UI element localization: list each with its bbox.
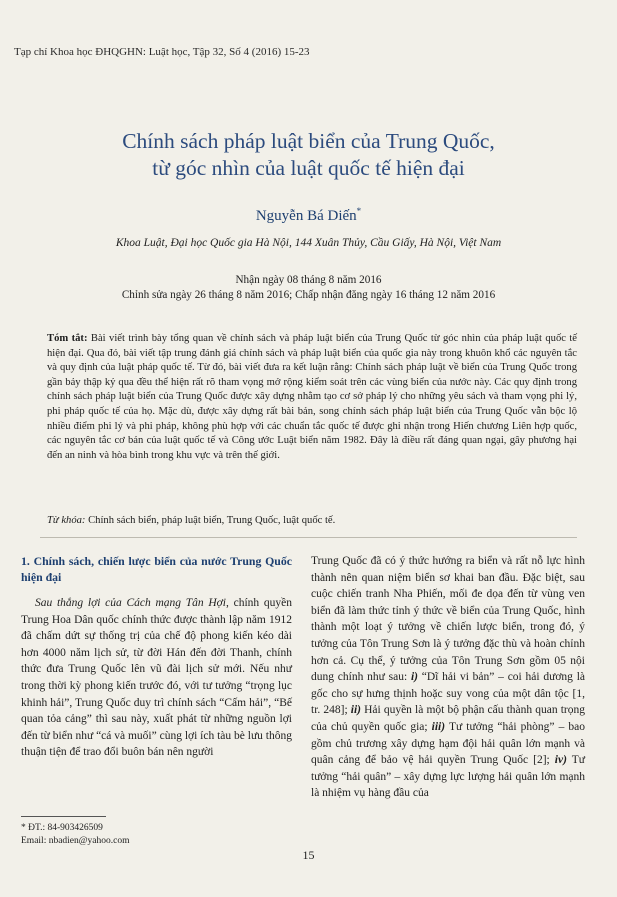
abstract-text: Bài viết trình bày tổng quan về chính sách và pháp luật biển của Trung Quốc từ góc nhìn của pháp luật quốc tế hiện đại. Qua đó, bài viết tập trung đánh giá chính sách và pháp luật biển của quốc gia này trong khuôn khổ các nguyên tắc và quy định của luật pháp quốc tế. Từ đó, bài viết đưa ra kết luận rằng: Chính sách pháp luật về biển của Trung Quốc trong gần bảy thập kỷ qua đều thể hiện rất rõ tham vọng mở rộng kiểm soát trên các vùng biển của nước này. Các quy định trong chính sách pháp luật biển của Trung Quốc được xây dựng nhằm tạo cơ sở pháp lý cho những yêu sách và tham vọng phi lý, phi pháp quốc tế của họ. Mặc dù, được xây dựng rất bài bản, song chính sách pháp luật biển của Trung Quốc vẫn bộc lộ nhiều điểm phi lý và phi pháp, không phù hợp với các chuẩn tắc quốc tế được ghi nhận trong Hiến chương Liên hợp quốc, các nguyên tắc cơ bản của luật quốc tế và Công ước Luật biển năm 1982. Đây là điều rất đáng quan ngại, gây phương hại đến an ninh và hòa bình trong khu vực và trên thế giới. bbox=[47, 333, 577, 461]
item-i-mark: i) bbox=[410, 671, 418, 684]
abstract bbox=[47, 332, 577, 463]
author-text: Nguyễn Bá Diến bbox=[255, 208, 357, 224]
keywords bbox=[47, 514, 577, 528]
item-ii-text: Hải quyền là một bộ phận cấu thành quan trọng của chủ quyền quốc gia; bbox=[311, 704, 585, 733]
section-heading: 1. Chính sách, chiến lược biển của nước Trung Quốc hiện đại bbox=[21, 554, 292, 584]
item-iii-text: Tư tưởng “hải phòng” – bao gồm chủ trương xây dựng hạm đội hải quân lớn mạnh và quân cảng để bảo vệ hải quyền Trung Quốc [2]; bbox=[311, 720, 586, 767]
item-iv-text: Tư tưởng “hải quân” – xây dựng lực lượng hải quân lớn mạnh là nhiệm vụ hàng đầu của bbox=[311, 754, 585, 800]
item-iii-mark: iii) bbox=[431, 720, 446, 733]
abstract-label: Tóm tắt: bbox=[47, 333, 88, 344]
footnote bbox=[21, 822, 129, 848]
received-date: Nhận ngày 08 tháng 8 năm 2016 bbox=[235, 274, 382, 286]
item-ii-mark: ii) bbox=[350, 704, 361, 717]
item-i-text: “Dĩ hải vi bản” – coi hải dương là gốc cho sự hưng thịnh hoặc suy vong của một dân tộc [1, tr. 248]; bbox=[311, 671, 585, 717]
item-iv-mark: iv) bbox=[554, 754, 567, 767]
left-paragraph-text: , chính quyền Trung Hoa Dân quốc chính thức được thành lập năm 1912 đã chấm dứt sự thống trị của chế độ phong kiến kéo dài hơn 4000 năm lịch sử, từ đời Hán đến đời Thanh, chính thức đưa Trung Quốc lên vũ đài lịch sử mới. Nếu như trong thời kỳ phong kiến trước đó, với tư tưởng “trọng lục khinh hải”, Trung Quốc duy trì chính sách “Cấm hải”, “Bế quan tỏa cảng” thì sau này, xuất phát từ những nguồn lợi đến từ biển như “cá và muối” cùng lợi ích tàu bè lưu thông thuận tiện để trao đổi buôn bán nên người bbox=[21, 597, 293, 759]
footnote-rule bbox=[21, 816, 106, 817]
author-affiliation: Khoa Luật, Đại học Quốc gia Hà Nội, 144 Xuân Thủy, Cầu Giấy, Hà Nội, Việt Nam bbox=[115, 237, 502, 249]
right-paragraph-text: Trung Quốc đã có ý thức hướng ra biển và rất nỗ lực hình thành nên quan niệm biển sơ khai ban đầu. Đặc biệt, sau cuộc chiến tranh Nha Phiến, mối đe dọa đến từ vùng ven biển đã làm thức tỉnh ý thức về biển của Trung Quốc, hình thành một loạt ý tưởng về chiến lược biển, trong đó, ý tưởng của Tôn Trung Sơn là ý tưởng đặc thù và hoàn chỉnh hơn cả. Cụ thể, ý tưởng của Tôn Trung Sơn gồm 05 nội dung chính như sau: bbox=[311, 555, 585, 684]
left-paragraph-italic: Sau thắng lợi của Cách mạng Tân Hợi bbox=[35, 597, 227, 609]
section-divider bbox=[40, 537, 577, 538]
article-dates bbox=[40, 273, 577, 303]
right-paragraph bbox=[311, 553, 585, 802]
article-title bbox=[40, 128, 577, 182]
keywords-text: Chính sách biển, pháp luật biển, Trung Quốc, luật quốc tế. bbox=[85, 515, 336, 526]
page-number: 15 bbox=[302, 848, 315, 862]
journal-header: Tạp chí Khoa học ĐHQGHN: Luật học, Tập 32, Số 4 (2016) 15-23 bbox=[14, 46, 310, 58]
title-line-2: từ góc nhìn của luật quốc tế hiện đại bbox=[152, 156, 465, 180]
footnote-phone: * ĐT.: 84-903426509 bbox=[21, 823, 103, 833]
left-column bbox=[21, 553, 292, 761]
left-paragraph bbox=[21, 595, 292, 761]
author-name bbox=[40, 206, 577, 225]
footnote-email: Email: nbadien@yahoo.com bbox=[21, 836, 130, 846]
right-column bbox=[311, 553, 585, 802]
title-line-1: Chính sách pháp luật biển của Trung Quốc, bbox=[122, 129, 495, 153]
author-footnote-mark: * bbox=[356, 206, 362, 216]
keywords-label: Từ khóa: bbox=[47, 515, 86, 526]
revised-date: Chỉnh sửa ngày 26 tháng 8 năm 2016; Chấp nhận đăng ngày 16 tháng 12 năm 2016 bbox=[121, 289, 496, 301]
